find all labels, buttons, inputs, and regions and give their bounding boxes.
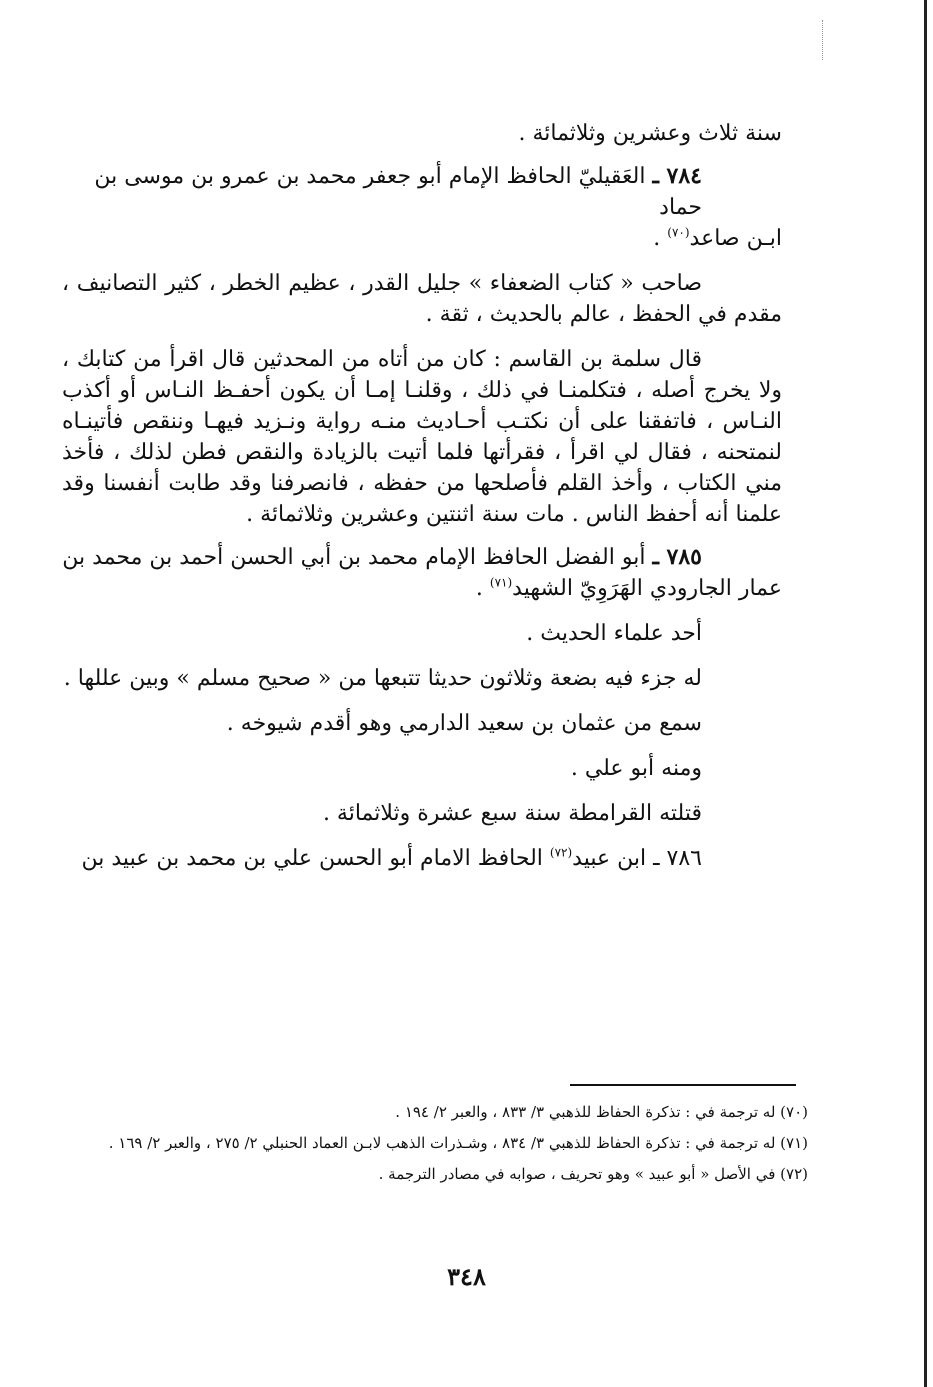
- entry-784-description: صاحب « كتاب الضعفاء » جليل القدر ، عظيم الخطر ، كثير التصانيف ، مقدم في الحفظ ، عالم بالحديث ، ثقة .: [62, 271, 782, 327]
- entry-784-name: ابـن صاعد: [689, 226, 782, 251]
- entry-784-title-line1: [62, 161, 782, 223]
- footnote-ref-72: (٧٢): [549, 845, 573, 860]
- footnote-ref-71: (٧١): [489, 575, 513, 590]
- page-edge: [924, 0, 927, 1387]
- entry-786-title: [62, 843, 782, 874]
- footnote-70: (٧٠) له ترجمة في : تذكرة الحفاظ للذهبي ٣/ ٨٣٣ ، والعبر ٢/ ١٩٤ .: [395, 1103, 808, 1121]
- entry-784-title: [62, 161, 782, 254]
- footnotes: [88, 1100, 808, 1193]
- entry-785-title-text: أبو الفضل الحافظ الإمام محمد بن أبي الحسن أحمد بن محمد بن: [62, 545, 646, 570]
- entry-785-line3: سمع من عثمان بن سعيد الدارمي وهو أقدم شيوخه .: [226, 711, 702, 736]
- entry-785-line2: له جزء فيه بضعة وثلاثون حديثا تتبعها من « صحيح مسلم » وبين عللها .: [63, 666, 702, 691]
- entry-784-number: ٧٨٤ ـ: [652, 163, 702, 189]
- scan-mark: [822, 20, 825, 60]
- entry-785-title: [62, 542, 782, 604]
- entry-785-title-line1: [62, 542, 782, 573]
- page-body: [62, 118, 782, 874]
- entry-784-quote: قال سلمة بن القاسم : كان من أتاه من المحدثين قال اقرأ من كتابك ، ولا يخرج أصله ، فتكلمنـا في ذلك ، وقلنـا إمـا أن يكون أحفـظ النـاس أو أكذب النـاس ، فاتفقنا على أن نكتـب أحـاديث منـه رواية ونـزيد فيهـا وننقص فأتينـاه لنمتحنه ، فقال لي اقرأ ، فقرأتها فلما أتيت بالزيادة والنقص فطن لذلك ، فأخذ مني الكتاب ، وأخذ القلم فأصلحها من حفظه ، فانصرفنا وقد طابت أنفسنا وقد علمنا أنه أحفظ الناس . مات سنة اثنتين وعشرين وثلاثمائة .: [62, 347, 782, 527]
- entry-784-title-line2: [62, 223, 782, 254]
- entry-786-name: ابن عبيد: [572, 846, 647, 871]
- entry-784-title-end: .: [653, 226, 668, 251]
- entry-786-title-rest: الحافظ الامام أبو الحسن علي بن محمد بن عبيد بن: [81, 846, 550, 871]
- entry-786-number: ٧٨٦ ـ: [653, 846, 702, 871]
- entry-785-line5: قتلته القرامطة سنة سبع عشرة وثلاثمائة .: [322, 801, 702, 826]
- entry-785-line1: أحد علماء الحديث .: [526, 621, 702, 646]
- footnote-separator: [570, 1084, 796, 1086]
- page-number: ٣٤٨: [447, 1262, 486, 1291]
- entry-785-number: ٧٨٥ ـ: [652, 544, 702, 570]
- entry-784-title-text: العَقيليّ الحافظ الإمام أبو جعفر محمد بن عمرو بن موسى بن حماد: [94, 164, 702, 220]
- entry-785-line4: ومنه أبو علي .: [570, 756, 702, 781]
- footnote-71: (٧١) له ترجمة في : تذكرة الحفاظ للذهبي ٣/ ٨٣٤ ، وشـذرات الذهب لابـن العماد الحنبلي ٢/ ٢٧٥ ، والعبر ٢/ ١٦٩ .: [108, 1134, 808, 1152]
- entry-785-title-line2: [62, 573, 782, 604]
- footnote-ref-70: (٧٠): [667, 225, 690, 240]
- footnote-72: (٧٢) في الأصل « أبو عبيد » وهو تحريف ، صوابه في مصادر الترجمة .: [378, 1165, 808, 1183]
- entry-785-title-end: .: [475, 576, 490, 601]
- intro-line: سنة ثلاث وعشرين وثلاثمائة .: [518, 121, 782, 146]
- entry-785-name: عمار الجارودي الهَرَوِيّ الشهيد: [512, 576, 782, 601]
